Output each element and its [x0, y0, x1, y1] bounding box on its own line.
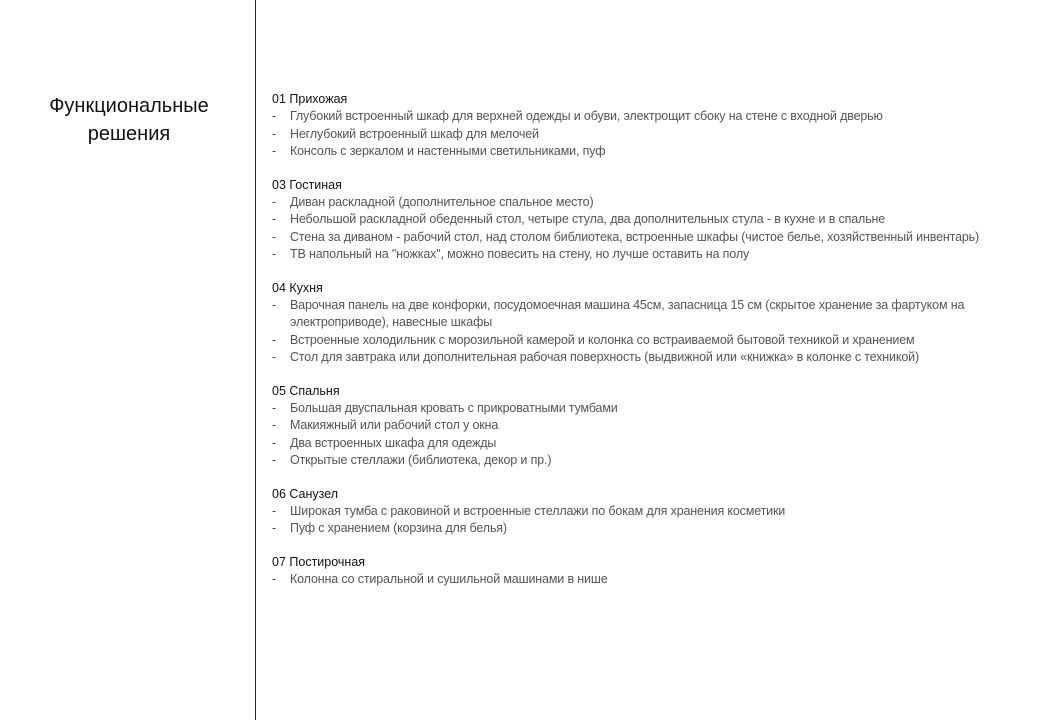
list-item-text: Стена за диваном - рабочий стол, над столом библиотека, встроенные шкафы (чистое белье, хозяйственный инвентарь): [290, 229, 980, 244]
bullet-dash: -: [272, 400, 277, 415]
room-section: [272, 383, 1012, 470]
section-title: 06 Санузел: [272, 486, 339, 501]
section-items: [272, 194, 1012, 264]
list-item: [272, 349, 1012, 367]
section-title: 04 Кухня: [272, 280, 323, 295]
list-item: [272, 194, 1012, 212]
bullet-dash: -: [272, 109, 277, 123]
section-title: 01 Прихожая: [272, 92, 348, 106]
list-item-text: Неглубокий встроенный шкаф для мелочей: [290, 126, 539, 141]
list-item-text: Два встроенных шкафа для одежды: [290, 435, 497, 450]
list-item: [272, 520, 1012, 538]
list-item-text: Пуф с хранением (корзина для белья): [290, 521, 507, 535]
list-item-text: Открытые стеллажи (библиотека, декор и пр.): [290, 453, 552, 467]
section-items: [272, 108, 1012, 161]
list-item-text: Макияжный или рабочий стол у окна: [290, 418, 499, 432]
list-item: [272, 297, 1012, 332]
section-title: 03 Гостиная: [272, 177, 342, 192]
list-item: [272, 571, 1012, 589]
list-item-text: Диван раскладной (дополнительное спальное место): [290, 194, 594, 209]
page-title-line-1: Функциональные: [49, 95, 209, 117]
list-item: [272, 108, 1012, 126]
list-item: [272, 143, 1012, 161]
bullet-dash: -: [272, 247, 277, 261]
list-item: [272, 452, 1012, 470]
bullet-dash: -: [272, 521, 277, 535]
bullet-dash: -: [272, 194, 277, 209]
bullet-dash: -: [272, 126, 277, 141]
page-title: [20, 92, 238, 148]
list-item: [272, 503, 1012, 521]
bullet-dash: -: [272, 144, 277, 158]
bullet-dash: -: [272, 212, 277, 226]
room-section: [272, 91, 1012, 161]
room-section: [272, 177, 1012, 264]
list-item-text: Стол для завтрака или дополнительная рабочая поверхность (выдвижной или «книжка» в колонке с техникой): [290, 350, 919, 364]
bullet-dash: -: [272, 453, 277, 467]
bullet-dash: -: [272, 350, 277, 364]
section-title: 07 Постирочная: [272, 554, 366, 569]
section-items: [272, 503, 1012, 538]
page-title-line-2: решения: [87, 123, 171, 145]
list-item-text: Широкая тумба с раковиной и встроенные стеллажи по бокам для хранения косметики: [290, 503, 786, 518]
bullet-dash: -: [272, 571, 277, 586]
bullet-dash: -: [272, 229, 277, 244]
list-item: [272, 229, 1012, 247]
room-section: [272, 280, 1012, 367]
list-item-text: Глубокий встроенный шкаф для верхней одежды и обуви, электрощит сбоку на стене с входной дверью: [290, 109, 883, 123]
content-list: [272, 91, 1012, 604]
list-item-text: Большая двуспальная кровать с прикроватными тумбами: [290, 400, 618, 415]
list-item-text: Встроенные холодильник с морозильной камерой и колонка со встраиваемой бытовой техникой и хранением: [290, 332, 915, 347]
bullet-dash: -: [272, 332, 277, 347]
list-item: [272, 400, 1012, 418]
section-items: [272, 571, 1012, 589]
bullet-dash: -: [272, 503, 277, 518]
list-item: [272, 126, 1012, 144]
section-items: [272, 400, 1012, 470]
section-title: 05 Спальня: [272, 383, 340, 398]
list-item-text: Консоль с зеркалом и настенными светильниками, пуф: [290, 144, 606, 158]
list-item: [272, 435, 1012, 453]
section-items: [272, 297, 1012, 367]
list-item-text: Колонна со стиральной и сушильной машинами в нише: [290, 571, 608, 586]
bullet-dash: -: [272, 418, 277, 432]
list-item-text: Варочная панель на две конфорки, посудомоечная машина 45см, запасница 15 см (скрытое хранение за фартуком на электроприводе), навесные шкафы: [290, 297, 965, 329]
list-item: [272, 246, 1012, 264]
bullet-dash: -: [272, 297, 277, 312]
list-item: [272, 417, 1012, 435]
list-item-text: Небольшой раскладной обеденный стол, четыре стула, два дополнительных стула - в кухне и в спальне: [290, 212, 886, 226]
list-item: [272, 211, 1012, 229]
bullet-dash: -: [272, 435, 277, 450]
list-item: [272, 332, 1012, 350]
vertical-divider: [255, 0, 256, 720]
room-section: [272, 486, 1012, 538]
list-item-text: ТВ напольный на "ножках", можно повесить на стену, но лучше оставить на полу: [290, 247, 750, 261]
room-section: [272, 554, 1012, 589]
